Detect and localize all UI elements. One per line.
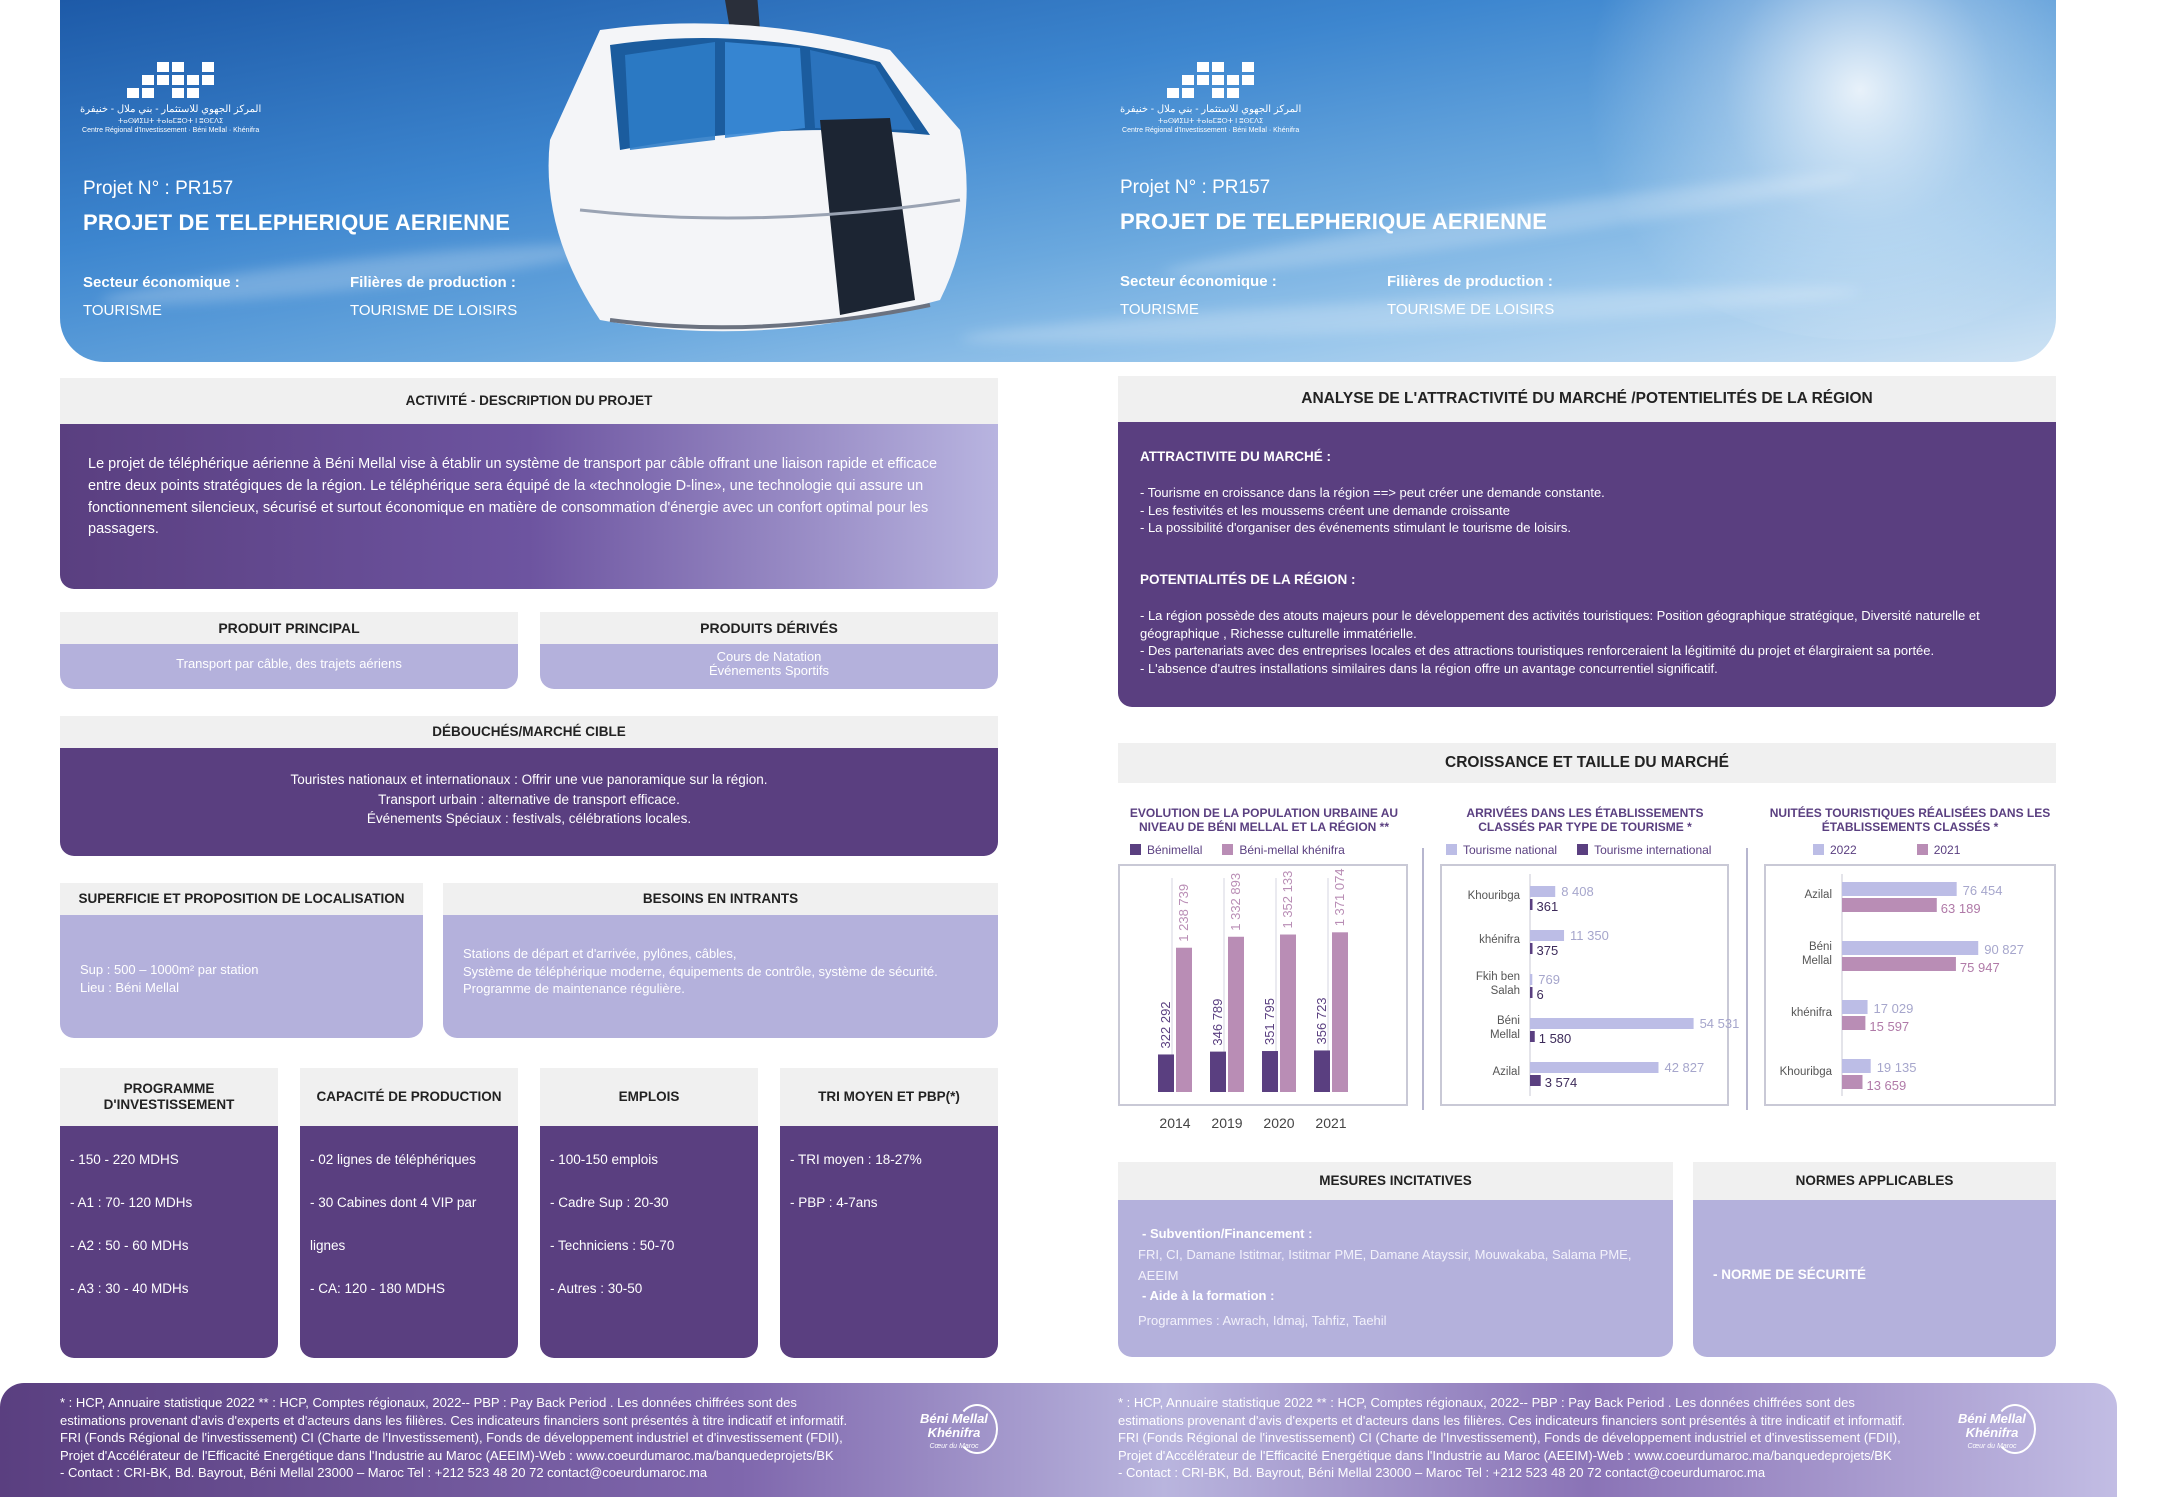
brand-line2: Khénifra — [927, 1425, 981, 1441]
chart1-bar-region — [1176, 948, 1192, 1092]
chart3-category-label: Mellal — [1801, 955, 1832, 967]
formation-text: Programmes : Awrach, Idmaj, Tahfiz, Taehil — [1138, 1313, 1387, 1329]
chart3-bar-series1 — [1842, 957, 1956, 971]
chart1-label-region: 1 371 074 — [1332, 868, 1347, 927]
programme-title: PROGRAMME D'INVESTISSEMENT — [60, 1068, 278, 1126]
chart2-label-series1: 375 — [1536, 943, 1559, 958]
cri-logo-tifinagh: ⵜⴰⵙⵍⵉⵡⵜ ⵜⴰⵏⴰⵎⵓⵔⵜ ⵏ ⵓⵙⵎⴷⵉ — [117, 118, 224, 125]
chart2-bar-series0 — [1530, 930, 1564, 941]
chart1-bar-region — [1332, 932, 1348, 1092]
chart1-label-region: 1 238 739 — [1176, 883, 1191, 942]
chart2-title: ARRIVÉES DANS LES ÉTABLISSEMENTS CLASSÉS PAR TYPE DE TOURISME * — [1466, 806, 1704, 835]
secteur-value: TOURISME — [83, 302, 162, 319]
activite-title: ACTIVITÉ - DESCRIPTION DU PROJET — [60, 378, 998, 424]
chart3-category-label: Béni — [1808, 941, 1832, 953]
hero-text-left — [83, 178, 617, 319]
chart3-bar-series1 — [1842, 1016, 1865, 1030]
besoins-title: BESOINS EN INTRANTS — [443, 883, 998, 915]
analyse-title: ANALYSE DE L'ATTRACTIVITÉ DU MARCHÉ /POTENTIELITÉS DE LA RÉGION — [1118, 376, 2056, 422]
emplois-item: - 100-150 emplois — [550, 1152, 659, 1167]
chart1-bar-region — [1228, 937, 1244, 1092]
debouches-card — [60, 716, 998, 856]
mesures-body — [1118, 1200, 1673, 1332]
footer-line: estimations provenant d'avis d'experts et d'acteurs dans les filières. Ces indicateurs financiers sont présentés à titre indicatif et informatif. — [60, 1412, 848, 1428]
footer-notes-right — [1118, 1394, 1978, 1482]
superficie-list — [60, 915, 423, 996]
footer-line: * : HCP, Annuaire statistique 2022 ** : HCP, Comptes régionaux, 2022-- PBP : Pay Back Period . Les données chiffrées sont des — [1118, 1395, 1855, 1410]
chart1-label-benimellal: 322 292 — [1158, 1001, 1173, 1049]
chart3-svg — [1764, 864, 2056, 1106]
chart2-category-label: Fkih ben — [1475, 971, 1520, 983]
project-title: PROJET DE TELEPHERIQUE AERIENNE — [1120, 209, 1548, 234]
secteur-label: Secteur économique : — [1120, 273, 1277, 290]
produits-derives-title: PRODUITS DÉRIVÉS — [540, 612, 998, 644]
subvention-label: - Subvention/Financement : — [1142, 1226, 1313, 1241]
chart1-category-label: 2019 — [1211, 1115, 1243, 1131]
besoins-list — [443, 915, 998, 998]
besoins-item: Programme de maintenance régulière. — [463, 981, 685, 997]
cri-logo-french: Centre Régional d'Investissement · Béni Mellal · Khénifra — [82, 127, 260, 134]
chart3-bar-series0 — [1842, 882, 1957, 896]
chart-separator — [1746, 848, 1748, 1110]
normes-card — [1693, 1162, 2056, 1357]
cri-logo-tifinagh: ⵜⴰⵙⵍⵉⵡⵜ ⵜⴰⵏⴰⵎⵓⵔⵜ ⵏ ⵓⵙⵎⴷⵉ — [1157, 118, 1264, 125]
chart3-category-label: khénifra — [1791, 1007, 1832, 1019]
superficie-item: Lieu : Béni Mellal — [80, 979, 179, 995]
chart3-category-label: Khouribga — [1779, 1066, 1832, 1078]
chart3-label-series1: 13 659 — [1866, 1078, 1907, 1093]
cri-logo-arabic: المركز الجهوي للاستثمار - بني ملال - خنيفرة — [80, 104, 262, 115]
brand-tag: Cœur du Maroc — [1967, 1442, 2017, 1450]
emplois-list — [540, 1126, 758, 1310]
capacite-card — [300, 1068, 518, 1358]
footer-line: - Contact : CRI-BK, Bd. Bayrout, Béni Mellal 23000 – Maroc Tel : +212 523 48 20 72 contact@coeurdumaroc.ma — [1118, 1465, 1766, 1481]
chart3-category-label: Azilal — [1804, 889, 1832, 901]
project-title: PROJET DE TELEPHERIQUE AERIENNE — [83, 210, 511, 235]
legend-label: Tourisme national — [1463, 843, 1558, 857]
legend-label: Tourisme international — [1594, 843, 1712, 857]
chart2-bar-series0 — [1530, 886, 1555, 897]
produit-principal-text: Transport par câble, des trajets aériens — [176, 656, 402, 671]
chart2-label-series0: 54 531 — [1699, 1016, 1740, 1031]
attr-item: - Tourisme en croissance dans la région ==> peut créer une demande constante. — [1140, 485, 1605, 501]
secteur-value: TOURISME — [1120, 301, 1199, 318]
besoins-item: Stations de départ et d'arrivée, pylônes, câbles, — [463, 946, 737, 961]
produits-derives-list — [540, 644, 998, 677]
footer-line: Projet d'Accélérateur de l'Efficacité Energétique dans l'Industrie au Maroc (AEEIM)-Web : www.coeurdumaroc.ma/banquedeprojets/BK — [60, 1447, 834, 1463]
chart1-label-benimellal: 356 723 — [1314, 997, 1329, 1045]
legend-item — [1446, 843, 1557, 857]
produits-derives-item: Événements Sportifs — [709, 662, 829, 678]
filieres-label: Filières de production : — [1387, 273, 1553, 290]
chart2-category-label: Mellal — [1489, 1029, 1520, 1041]
chart1-bar-benimellal — [1158, 1054, 1174, 1092]
hero-banner — [60, 0, 2056, 362]
filieres-value: TOURISME DE LOISIRS — [1387, 301, 1555, 318]
programme-item: - A1 : 70- 120 MDHs — [70, 1195, 193, 1210]
chart1-bar-region — [1280, 935, 1296, 1092]
legend-label: Béni-mellal khénifra — [1239, 843, 1345, 857]
chart2-category-label: Azilal — [1492, 1066, 1520, 1078]
legend-item — [1130, 843, 1202, 857]
programme-item: - A2 : 50 - 60 MDHs — [70, 1238, 189, 1253]
produits-derives-item: Cours de Natation — [716, 649, 822, 664]
pot-item: - La région possède des atouts majeurs pour le développement des activités touristiques: Position géographique stratégique, Diversité naturelle et géographique , Richesse culturelle immatérielle. — [1140, 608, 1980, 641]
footer-line: FRI (Fonds Régional de l'investissement) CI (Charte de l'Investissement), Fonds de développement industriel et d'investissement (FDII), — [1118, 1430, 1901, 1446]
legend-label: Bénimellal — [1147, 843, 1203, 857]
cri-logo-mark — [1167, 62, 1254, 98]
emplois-title: EMPLOIS — [540, 1068, 758, 1126]
project-number: Projet N° : PR157 — [1120, 177, 1271, 198]
chart3-label-series1: 63 189 — [1940, 901, 1981, 916]
pot-title: POTENTIALITÉS DE LA RÉGION : — [1140, 571, 1356, 587]
analyse-body — [1118, 422, 2056, 677]
footer-notes-left — [60, 1394, 920, 1482]
legend-item — [1813, 843, 1857, 857]
emplois-card — [540, 1068, 758, 1358]
emplois-item: - Techniciens : 50-70 — [550, 1238, 675, 1253]
brand-logo — [920, 1412, 988, 1450]
cri-logo-arabic: المركز الجهوي للاستثمار - بني ملال - خنيفرة — [1120, 104, 1302, 115]
chart2-label-series0: 769 — [1538, 972, 1561, 987]
chart1-category-label: 2020 — [1263, 1115, 1295, 1131]
chart2-label-series1: 3 574 — [1544, 1075, 1578, 1090]
chart3-label-series0: 19 135 — [1876, 1060, 1917, 1075]
attr-item: - Les festivités et les moussems créent une demande croissante — [1140, 502, 1510, 518]
chart1-svg — [1118, 864, 1408, 1134]
footer-line: * : HCP, Annuaire statistique 2022 ** : HCP, Comptes régionaux, 2022-- PBP : Pay Back Period . Les données chiffrées sont des — [60, 1395, 797, 1410]
chart2-category-label: Salah — [1490, 985, 1520, 997]
chart2-label-series0: 11 350 — [1570, 928, 1609, 943]
chart1-label-region: 1 352 133 — [1280, 870, 1295, 929]
cri-logo — [1120, 62, 1301, 134]
chart2-category-label: khénifra — [1479, 934, 1520, 946]
besoins-item: Système de téléphérique moderne, équipements de contrôle, système de sécurité. — [463, 963, 938, 979]
legend-item — [1222, 843, 1344, 857]
chart2-legend — [1446, 843, 1711, 857]
tri-title: TRI MOYEN ET PBP(*) — [780, 1068, 998, 1126]
chart2-svg — [1440, 864, 1740, 1106]
superficie-title: SUPERFICIE ET PROPOSITION DE LOCALISATION — [60, 883, 423, 915]
chart3-label-series0: 17 029 — [1873, 1001, 1914, 1016]
capacite-item: - 02 lignes de téléphériques — [310, 1152, 476, 1167]
mesures-title: MESURES INCITATIVES — [1118, 1162, 1673, 1200]
chart1-label-benimellal: 346 789 — [1210, 998, 1225, 1046]
pot-item: - L'absence d'autres installations similaires dans la région offre un avantage concurrentiel significatif. — [1140, 660, 1718, 676]
chart1-legend — [1130, 843, 1345, 857]
chart2-category-label: Béni — [1496, 1015, 1520, 1027]
brand-line1: Béni Mellal — [920, 1411, 988, 1426]
tri-item: - PBP : 4-7ans — [790, 1195, 878, 1210]
superficie-card — [60, 883, 423, 1038]
activite-card — [60, 378, 998, 589]
activite-text: Le projet de téléphérique aérienne à Béni Mellal vise à établir un système de transport par câble offrant une liaison rapide et efficace entre deux points stratégiques de la région. Le téléphérique sera équipé de la «technologie D-line», une technologie qui assure un fonctionnement silencieux, sécurisé et surtout économique en matière de consommation d'énergie avec un confort optimal pour les passagers. — [88, 456, 938, 538]
analyse-card — [1118, 376, 2056, 707]
chart3-bar-series1 — [1842, 1075, 1862, 1089]
debouches-item: Touristes nationaux et internationaux : Offrir une vue panoramique sur la région. — [290, 772, 768, 787]
normes-text: - NORME DE SÉCURITÉ — [1713, 1267, 1867, 1282]
croissance-header — [1118, 743, 2056, 783]
legend-label: 2021 — [1933, 843, 1961, 857]
pot-item: - Des partenariats avec des entreprises locales et des attractions touristiques renforceraient la légitimité du projet et élargiraient sa portée. — [1140, 643, 1935, 659]
chart1-bar-benimellal — [1314, 1050, 1330, 1092]
footer-line: Projet d'Accélérateur de l'Efficacité Energétique dans l'Industrie au Maroc (AEEIM)-Web : www.coeurdumaroc.ma/banquedeprojets/BK — [1118, 1447, 1892, 1463]
chart3-label-series0: 76 454 — [1962, 883, 2003, 898]
debouches-item: Événements Spéciaux : festivals, célébrations locales. — [366, 811, 692, 827]
debouches-title: DÉBOUCHÉS/MARCHÉ CIBLE — [60, 716, 998, 748]
chart3-title: NUITÉES TOURISTIQUES RÉALISÉES DANS LES ÉTABLISSEMENTS CLASSÉS * — [1769, 806, 2051, 835]
capacite-item: - 30 Cabines dont 4 VIP par — [310, 1195, 477, 1210]
tri-list — [780, 1126, 998, 1224]
filieres-label: Filières de production : — [350, 274, 516, 291]
superficie-item: Sup : 500 – 1000m² par station — [80, 962, 259, 977]
tri-item: - TRI moyen : 18-27% — [790, 1152, 922, 1167]
capacite-list — [300, 1126, 518, 1310]
chart3-label-series0: 90 827 — [1984, 942, 2025, 957]
brand-line2: Khénifra — [1965, 1425, 2019, 1441]
chart3-bar-series0 — [1842, 1059, 1871, 1073]
chart2-bar-series0 — [1530, 1062, 1658, 1073]
chart3-bar-series0 — [1842, 1000, 1868, 1014]
footer-line: - Contact : CRI-BK, Bd. Bayrout, Béni Mellal 23000 – Maroc Tel : +212 523 48 20 72 contact@coeurdumaroc.ma — [60, 1465, 708, 1481]
cri-logo-mark — [127, 62, 214, 98]
tri-card — [780, 1068, 998, 1358]
debouches-list — [60, 748, 998, 829]
debouches-item: Transport urbain : alternative de transport efficace. — [378, 791, 680, 807]
chart2-bar-series0 — [1530, 1018, 1694, 1029]
programme-card — [60, 1068, 278, 1358]
programme-item: - 150 - 220 MDHS — [70, 1152, 179, 1167]
chart2-label-series1: 6 — [1536, 987, 1544, 1002]
attr-title: ATTRACTIVITE DU MARCHÉ : — [1140, 449, 1331, 464]
capacite-title: CAPACITÉ DE PRODUCTION — [300, 1068, 518, 1126]
chart2-label-series1: 361 — [1536, 899, 1559, 914]
chart2-bar-series1 — [1530, 943, 1533, 954]
footer-line: FRI (Fonds Régional de l'investissement) CI (Charte de l'Investissement), Fonds de développement industriel et d'investissement (FDII), — [60, 1430, 843, 1446]
chart1-bar-benimellal — [1262, 1051, 1278, 1092]
legend-label: 2022 — [1830, 843, 1857, 857]
produits-derives-card — [540, 612, 998, 689]
programme-list — [60, 1126, 278, 1310]
mesures-card — [1118, 1162, 1673, 1357]
produit-principal-title: PRODUIT PRINCIPAL — [60, 612, 518, 644]
croissance-title: CROISSANCE ET TAILLE DU MARCHÉ — [1118, 743, 2056, 783]
chart2-bar-series1 — [1530, 1031, 1535, 1042]
legend-item — [1917, 843, 1961, 857]
capacite-item: - CA: 120 - 180 MDHS — [310, 1281, 446, 1296]
chart2-bar-series0 — [1530, 974, 1532, 985]
normes-title: NORMES APPLICABLES — [1693, 1162, 2056, 1200]
brand-logo — [1958, 1412, 2026, 1450]
chart1-title: EVOLUTION DE LA POPULATION URBAINE AU NIVEAU DE BÉNI MELLAL ET LA RÉGION ** — [1129, 806, 1399, 835]
programme-item: - A3 : 30 - 40 MDHs — [70, 1281, 189, 1296]
chart2-label-series1: 1 580 — [1538, 1031, 1572, 1046]
project-number: Projet N° : PR157 — [83, 178, 234, 199]
brand-line1: Béni Mellal — [1958, 1411, 2026, 1426]
produit-principal-card — [60, 612, 518, 689]
chart3-bar-series1 — [1842, 898, 1937, 912]
chart2-bar-series1 — [1530, 899, 1533, 910]
chart3-legend — [1813, 843, 1960, 857]
emplois-item: - Autres : 30-50 — [550, 1281, 643, 1296]
chart3-label-series1: 15 597 — [1869, 1019, 1910, 1034]
chart1-category-label: 2014 — [1159, 1115, 1191, 1131]
chart2-category-label: Khouribga — [1467, 890, 1520, 902]
chart2-label-series0: 8 408 — [1561, 884, 1594, 899]
besoins-card — [443, 883, 998, 1038]
chart1-label-benimellal: 351 795 — [1262, 998, 1277, 1046]
chart3-label-series1: 75 947 — [1959, 960, 2000, 975]
chart-separator — [1422, 848, 1424, 1110]
formation-label: - Aide à la formation : — [1142, 1288, 1275, 1304]
chart1-bar-benimellal — [1210, 1052, 1226, 1092]
filieres-value: TOURISME DE LOISIRS — [350, 302, 518, 319]
brand-tag: Cœur du Maroc — [929, 1442, 979, 1450]
chart2-bar-series1 — [1530, 987, 1533, 998]
emplois-item: - Cadre Sup : 20-30 — [550, 1195, 669, 1210]
chart1-label-region: 1 332 893 — [1228, 872, 1243, 931]
cri-logo — [80, 62, 261, 134]
chart2-bar-series1 — [1530, 1075, 1541, 1086]
chart2-label-series0: 42 827 — [1664, 1060, 1705, 1075]
cri-logo-french: Centre Régional d'Investissement · Béni Mellal · Khénifra — [1122, 127, 1300, 134]
footer-line: estimations provenant d'avis d'experts et d'acteurs dans les filières. Ces indicateurs financiers sont présentés à titre indicatif et informatif. — [1118, 1412, 1906, 1428]
secteur-label: Secteur économique : — [83, 274, 240, 291]
attr-item: - La possibilité d'organiser des événements stimulant le tourisme de loisirs. — [1140, 520, 1571, 536]
chart3-bar-series0 — [1842, 941, 1978, 955]
chart1-category-label: 2021 — [1315, 1115, 1347, 1131]
hero-text-right — [1120, 177, 1654, 318]
capacite-item: lignes — [310, 1238, 346, 1253]
legend-item — [1577, 843, 1711, 857]
subvention-text: FRI, CI, Damane Istitmar, Istitmar PME, Damane Atayssir, Mouwakaba, Salama PME, AEEIM — [1138, 1246, 1632, 1283]
